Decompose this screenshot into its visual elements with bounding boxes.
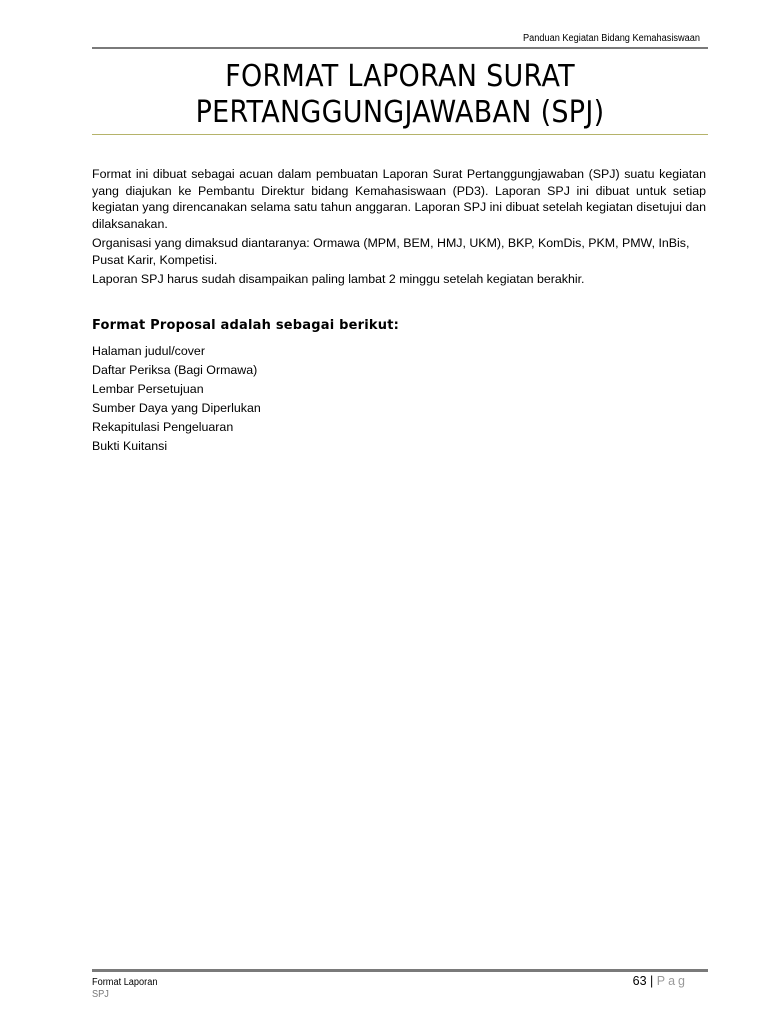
list-item: Daftar Periksa (Bagi Ormawa) bbox=[92, 363, 258, 377]
list-item: Sumber Daya yang Diperlukan bbox=[92, 401, 261, 415]
organizations-paragraph: Organisasi yang dimaksud diantaranya: Ormawa (MPM, BEM, HMJ, UKM), BKP, KomDis, PKM, PMW, InBis, Pusat Karir, Kompetisi. bbox=[92, 236, 690, 267]
list-item: Halaman judul/cover bbox=[92, 344, 205, 358]
section-heading: Format Proposal adalah sebagai berikut: bbox=[92, 318, 400, 333]
page-number-value: 63 bbox=[632, 974, 647, 988]
footer-line-1: Format Laporan bbox=[92, 977, 158, 988]
intro-paragraph: Format ini dibuat sebagai acuan dalam pembuatan Laporan Surat Pertanggungjawaban (SPJ) suatu kegiatan yang diajukan ke Pembantu Direktur bidang Kemahasiswaan (PD3). Laporan SPJ ini dibuat untuk setiap kegiatan yang direncanakan selama satu tahun anggaran. Laporan SPJ ini dibuat setelah kegiatan disetujui dan dilaksanakan. bbox=[92, 167, 706, 231]
deadline-paragraph: Laporan SPJ harus sudah disampaikan paling lambat 2 minggu setelah kegiatan berakhir. bbox=[92, 272, 585, 286]
intro-text bbox=[92, 166, 706, 291]
page-title bbox=[123, 59, 677, 131]
format-list bbox=[92, 342, 261, 456]
title-line-1: FORMAT LAPORAN SURAT bbox=[225, 59, 575, 94]
footer-divider bbox=[92, 969, 708, 972]
running-header: Panduan Kegiatan Bidang Kemahasiswaan bbox=[523, 33, 700, 44]
page-label: Pag bbox=[656, 974, 688, 988]
list-item: Rekapitulasi Pengeluaran bbox=[92, 420, 234, 434]
page-number-separator: | bbox=[650, 974, 654, 988]
list-item: Lembar Persetujuan bbox=[92, 382, 204, 396]
footer-document-name bbox=[92, 977, 158, 1000]
header-divider bbox=[92, 47, 708, 49]
footer-line-2: SPJ bbox=[92, 989, 109, 1000]
page-number bbox=[560, 974, 688, 988]
title-line-2: PERTANGGUNGJAWABAN (SPJ) bbox=[195, 95, 605, 130]
title-divider bbox=[92, 134, 708, 135]
list-item: Bukti Kuitansi bbox=[92, 439, 168, 453]
